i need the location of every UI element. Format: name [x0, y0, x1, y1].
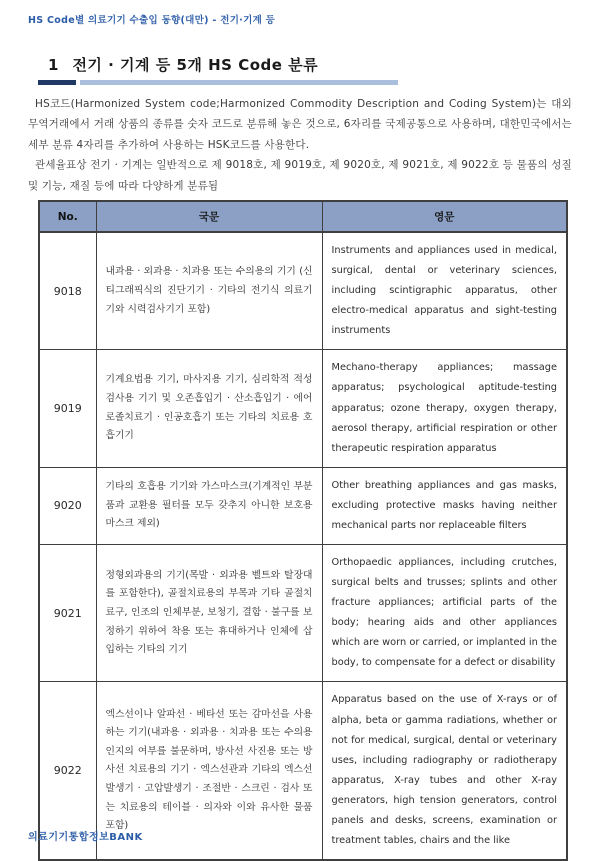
table-header-row — [39, 201, 567, 232]
document-header-title: HS Code별 의료기기 수출입 동향(대만) - 전기·기계 등 — [28, 15, 276, 26]
korean-description: 내과용 · 외과용 · 치과용 또는 수의용의 기기 (신티그래픽식의 진단기기 · 기타의 전기식 의료기기와 시력검사기기 포함) — [96, 232, 322, 350]
table-row — [39, 467, 567, 544]
english-description: Instruments and appliances used in medical, surgical, dental or veterinary sciences, including scintigraphic apparatus, other electro-medical apparatus and sight-testing instruments — [322, 232, 567, 350]
hs-code-number: 9019 — [39, 350, 96, 467]
english-description: Mechano-therapy appliances; massage apparatus; psychological aptitude-testing apparatus; ozone therapy, oxygen therapy, aerosol therapy, artificial respiration or other therapeutic respiration apparatus — [322, 350, 567, 467]
section-title: 전기 · 기계 등 5개 HS Code 분류 — [72, 56, 319, 74]
hs-code-table — [38, 200, 568, 861]
title-underline — [38, 80, 565, 85]
hs-code-number: 9018 — [39, 232, 96, 350]
document-footer-brand: 의료기기통합정보BANK — [28, 832, 143, 843]
table-row — [39, 545, 567, 682]
column-header-english: 영문 — [322, 201, 567, 232]
paragraph-tariff-classification: 관세율표상 전기 · 기계는 일반적으로 제 9018호, 제 9019호, 제 9020호, 제 9021호, 제 9022호 등 물품의 성질 및 기능, 재질 등에 따라 다양하게 분류됨 — [28, 159, 572, 192]
english-description: Other breathing appliances and gas masks, excluding protective masks having neither mechanical parts nor replaceable filters — [322, 467, 567, 544]
intro-paragraphs — [28, 94, 572, 196]
hs-code-number: 9022 — [39, 682, 96, 860]
korean-description: 기계요법용 기기, 마사지용 기기, 심리학적 적성검사용 기기 및 오존흡입기 · 산소흡입기 · 에어로졸치료기 · 인공호흡기 또는 기타의 치료용 호흡기기 — [96, 350, 322, 467]
hs-code-number: 9020 — [39, 467, 96, 544]
paragraph-hs-code-definition: HS코드(Harmonized System code;Harmonized Commodity Description and Coding System)는 대외 무역거래에서 거래 상품의 종류를 숫자 코드로 분류해 놓은 것으로, 6자리를 국제공통으로 사용하며, 대한민국에서는 세부 분류 4자리를 추가하여 사용하는 HSK코드를 사용한다. — [28, 98, 572, 151]
column-header-korean: 국문 — [96, 201, 322, 232]
korean-description: 정형외과용의 기기(목발 · 외과용 벨트와 탈장대를 포함한다), 골절치료용의 부목과 기타 골절치료구, 인조의 인체부분, 보청기, 결함 · 불구를 보정하기 위하여 착용 또는 휴대하거나 인체에 삽입하는 기타의 기기 — [96, 545, 322, 682]
title-underline-light-segment — [80, 80, 398, 85]
english-description: Orthopaedic appliances, including crutches, surgical belts and trusses; splints and other fracture appliances; artificial parts of the body; hearing aids and other appliances which are worn or carried, or implanted in the body, to compensate for a defect or disability — [322, 545, 567, 682]
column-header-no: No. — [39, 201, 96, 232]
section-number: 1 — [48, 56, 59, 74]
table-row — [39, 350, 567, 467]
section-title-block — [38, 54, 565, 85]
table-row — [39, 232, 567, 350]
korean-description: 엑스선이나 알파선 · 베타선 또는 감마선을 사용하는 기기(내과용 · 외과용 · 치과용 또는 수의용인지의 여부를 불문하며, 방사선 사진용 또는 방사선 치료용의 기기 · 엑스선관과 기타의 엑스선 발생기 · 고압발생기 · 조절반 · 스크린 · 검사 또는 치료용의 테이블 · 의자와 이와 유사한 물품 포함) — [96, 682, 322, 860]
english-description: Apparatus based on the use of X-rays or of alpha, beta or gamma radiations, whether or not for medical, surgical, dental or veterinary uses, including radiography or radiotherapy apparatus, X-ray tubes and other X-ray generators, high tension generators, control panels and desks, screens, examination or treatment tables, chairs and the like — [322, 682, 567, 860]
hs-code-number: 9021 — [39, 545, 96, 682]
korean-description: 기타의 호흡용 기기와 가스마스크(기계적인 부분품과 교환용 필터를 모두 갖추지 아니한 보호용 마스크 제외) — [96, 467, 322, 544]
title-underline-dark-segment — [38, 80, 76, 85]
